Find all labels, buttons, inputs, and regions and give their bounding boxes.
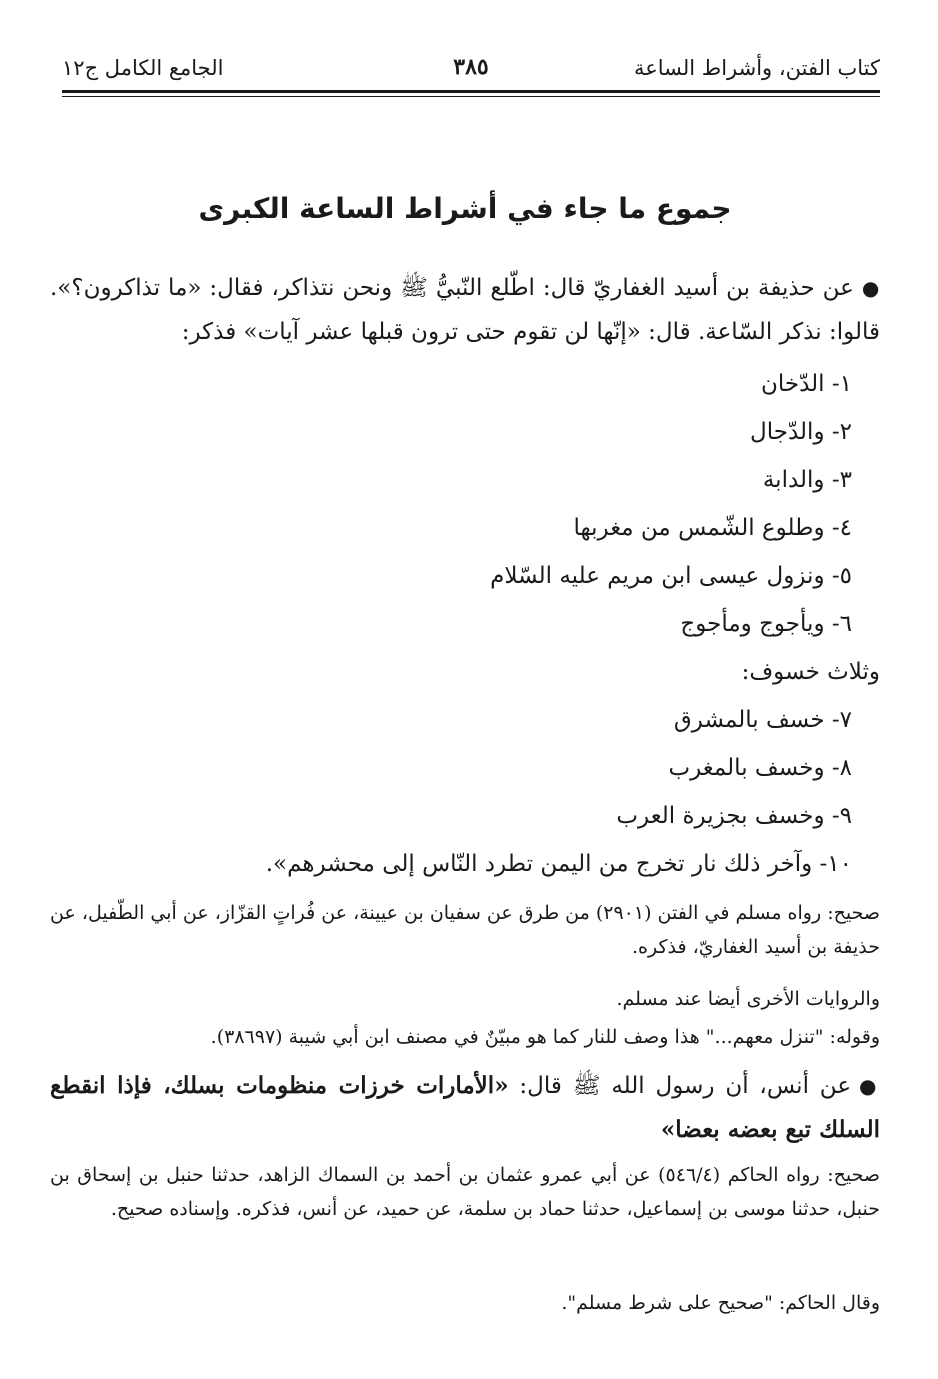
- list-item: ٤- وطلوع الشّمس من مغربها: [573, 515, 852, 541]
- bullet-icon: ●: [861, 276, 880, 300]
- bullet-icon: ●: [859, 1074, 881, 1098]
- hadith-1-text: عن حذيفة بن أسيد الغفاريّ قال: اطّلع النّبيُّ ﷺ ونحن نتذاكر، فقال: «ما تذاكرون؟». قالوا: نذكر السّاعة. قال: «إنّها لن تقوم حتى ترون قبلها عشر آيات» فذكر:: [50, 275, 880, 345]
- riwayat-note: والروايات الأخرى أيضا عند مسلم.: [616, 988, 880, 1010]
- list-item: ٣- والدابة: [762, 467, 852, 493]
- book-title: الجامع الكامل ج١٢: [62, 56, 224, 80]
- takhrij-note-1: صحيح: رواه مسلم في الفتن (٢٩٠١) من طرق عن سفيان بن عيينة، عن فُراتٍ القزّاز، عن أبي الطّفيل، عن حذيفة بن أسيد الغفاريّ، فذكره.: [50, 902, 880, 958]
- signs-list: [50, 360, 880, 888]
- khusuf-label: وثلاث خسوف:: [741, 659, 880, 685]
- chapter-title: كتاب الفتن، وأشراط الساعة: [633, 56, 880, 80]
- list-item: ١٠- وآخر ذلك نار تخرج من اليمن تطرد النّاس إلى محشرهم».: [265, 851, 852, 877]
- header-rule-thick: [62, 90, 880, 93]
- hadith-2: [50, 1064, 880, 1152]
- hadith-2-intro: عن أنس، أن رسول الله ﷺ قال:: [519, 1073, 852, 1099]
- list-item: ٩- وخسف بجزيرة العرب: [616, 803, 852, 829]
- list-item: ٨- وخسف بالمغرب: [668, 755, 852, 781]
- hadith-2-matn: «الأمارات خرزات منظومات بسلك، فإذا انقطع السلك تبع بعضه بعضا»: [50, 1072, 880, 1143]
- running-header: [62, 52, 880, 88]
- page-number: ٣٨٥: [453, 54, 489, 80]
- list-item: ٦- ويأجوج ومأجوج: [680, 611, 852, 637]
- list-item: ٥- ونزول عيسى ابن مريم عليه السّلام: [490, 563, 852, 589]
- hadith-1: [50, 266, 880, 354]
- header-rule-thin: [62, 96, 880, 97]
- qawluhu-note: وقوله: "تنزل معهم..." هذا وصف للنار كما هو مبيّنٌ في مصنف ابن أبي شيبة (٣٨٦٩٧).: [210, 1026, 880, 1048]
- takhrij-note-2: صحيح: رواه الحاكم (٥٤٦/٤) عن أبي عمرو عثمان بن أحمد بن السماك الزاهد، حدثنا حنبل بن إسحاق بن حنبل، حدثنا موسى بن إسماعيل، حدثنا حماد بن سلمة، عن حميد، عن أنس، فذكره. وإسناده صحيح.: [50, 1164, 881, 1220]
- list-item: ٢- والدّجال: [750, 419, 852, 445]
- list-item: ١- الدّخان: [760, 371, 852, 397]
- section-title: جموع ما جاء في أشراط الساعة الكبرى: [198, 192, 732, 225]
- hakim-note: وقال الحاكم: "صحيح على شرط مسلم".: [561, 1292, 880, 1314]
- book-page: [50, 0, 880, 1379]
- list-item: ٧- خسف بالمشرق: [673, 707, 852, 733]
